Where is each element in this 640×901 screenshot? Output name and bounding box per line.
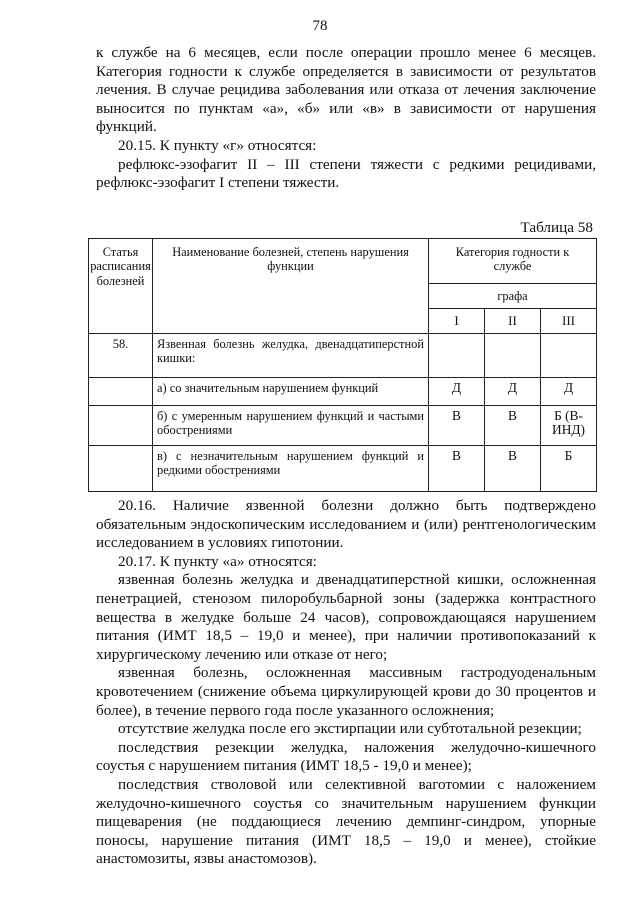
row-disease-name: а) со значительным нарушением функций: [153, 378, 429, 406]
row-disease-name: Язвенная болезнь желудка, двенадцатиперстной кишки:: [153, 334, 429, 378]
row-disease-name: в) с незначительным нарушением функций и редкими обострениями: [153, 446, 429, 492]
table-row: [89, 334, 597, 378]
paragraph: 20.15. К пункту «г» относятся:: [118, 136, 317, 154]
row-disease-name: б) с умеренным нарушением функций и частыми обострениями: [153, 406, 429, 446]
paragraph: язвенная болезнь желудка и двенадцатиперстной кишки, осложненная пенетрацией, стенозом пилоробульбарной зоны (задержка контрастного вещества в желудке больше 24 часов), сопровождающаяся нарушением питания (ИМТ 18,5 – 19,0 и менее), при наличии противопоказаний к хирургическому лечению или отказе от него;: [96, 571, 596, 663]
table-caption: Таблица 58: [520, 219, 593, 236]
row-category-2: В: [485, 446, 541, 492]
row-category-1: В: [429, 406, 485, 446]
disease-table: [88, 238, 597, 492]
row-article: [89, 406, 153, 446]
paragraph: язвенная болезнь, осложненная массивным гастродуоденальным кровотечением (снижение объема циркулирующей крови до 30 процентов и более), в течение первого года после указанного осложнения;: [96, 664, 596, 719]
table-row: [89, 446, 597, 492]
paragraph: отсутствие желудка после его экстирпации или субтотальной резекции;: [118, 720, 582, 738]
row-category-3: [541, 334, 597, 378]
row-category-1: Д: [429, 378, 485, 406]
row-category-3: Б (В-ИНД): [541, 406, 597, 446]
table-row: [89, 406, 597, 446]
header-column-3: III: [541, 309, 597, 334]
row-category-2: [485, 334, 541, 378]
header-article: Статья расписания болезней: [89, 239, 153, 334]
page-number: 78: [312, 18, 328, 34]
row-article: [89, 378, 153, 406]
row-article: [89, 446, 153, 492]
row-category-3: Д: [541, 378, 597, 406]
paragraph: 20.17. К пункту «а» относятся:: [118, 552, 317, 570]
paragraph: последствия стволовой или селективной ваготомии с наложением желудочно-кишечного соустья со значительным нарушением функции пищеварения (не поддающиеся лечению демпинг-синдром, упорные поносы, нарушение питания (ИМТ 18,5 – 19,0 и менее), стойкие анастомозиты, язвы анастомозов).: [96, 775, 596, 868]
row-category-2: Д: [485, 378, 541, 406]
header-column-2: II: [485, 309, 541, 334]
header-disease-name: Наименование болезней, степень нарушения функции: [153, 239, 429, 334]
top-text-block: [96, 44, 596, 193]
row-category-2: В: [485, 406, 541, 446]
paragraph: к службе на 6 месяцев, если после операции прошло менее 6 месяцев. Категория годности к службе определяется в зависимости от результатов лечения. В случае рецидива заболевания или отказа от лечения заключение выносится по пунктам «а», «б» или «в» в зависимости от нарушения функций.: [96, 44, 596, 136]
row-category-1: В: [429, 446, 485, 492]
paragraph: рефлюкс-эзофагит II – III степени тяжести с редкими рецидивами, рефлюкс-эзофагит I степени тяжести.: [96, 155, 596, 192]
table-row: [89, 378, 597, 406]
row-category-1: [429, 334, 485, 378]
row-article: 58.: [89, 334, 153, 378]
paragraph: 20.16. Наличие язвенной болезни должно быть подтверждено обязательным эндоскопическим исследованием и (или) рентгенологическим исследованием в условиях гипотонии.: [96, 497, 596, 552]
row-category-3: Б: [541, 446, 597, 492]
bottom-text-block: [96, 497, 596, 869]
header-column-group: графа: [429, 284, 597, 309]
header-column-1: I: [429, 309, 485, 334]
paragraph: последствия резекции желудка, наложения желудочно-кишечного соустья с нарушением питания (ИМТ 18,5 - 19,0 и менее);: [96, 738, 596, 775]
header-category: Категория годности к службе: [429, 239, 597, 284]
